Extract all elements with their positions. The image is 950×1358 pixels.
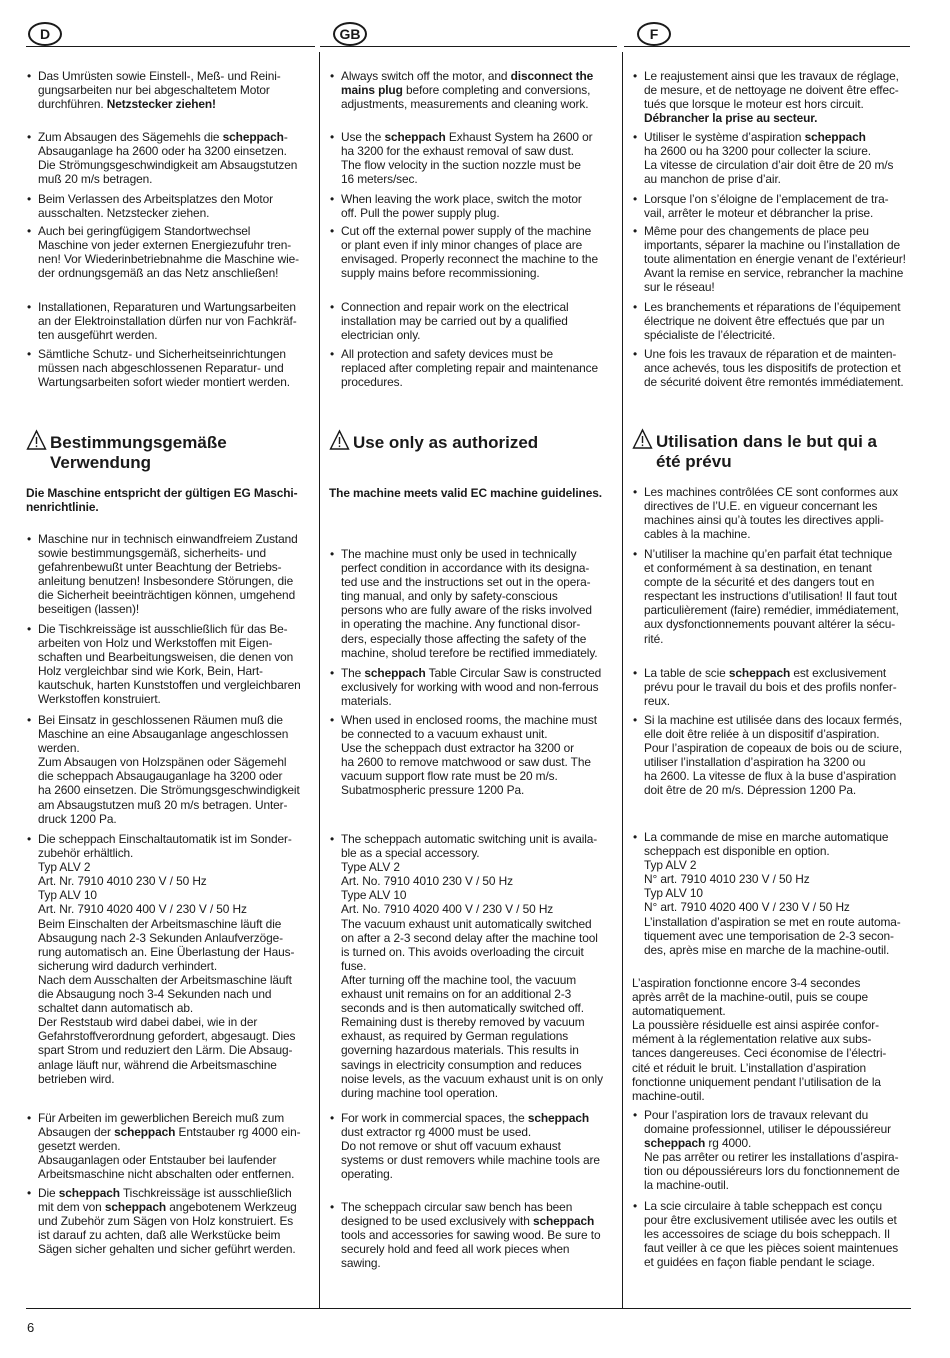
text-line: ance achevés, tous les dispositifs de protection et xyxy=(644,361,901,376)
text-line: ders, especially those affecting the safety of the xyxy=(341,631,587,646)
header-rule-left xyxy=(26,46,315,47)
text-line: supply mains before recommissioning. xyxy=(341,266,540,281)
text-line: Maschine von jeder externen Energiezufuhr tren- xyxy=(38,238,292,253)
text-line: scheppach est disponible en option. xyxy=(644,844,830,859)
text-line: The vacuum exhaust unit automatically switched xyxy=(341,916,592,931)
text-line: fuse. xyxy=(341,958,367,973)
text-line: tools and accessories for sawing wood. Be sure to xyxy=(341,1228,601,1243)
text-line: reux. xyxy=(644,694,670,709)
text-line: • Das Umrüsten sowie Einstell-, Meß- und Reini- xyxy=(26,69,316,83)
text-line: importants, séparer la machine ou l’installation de xyxy=(644,238,900,253)
text-line: Absauganlagen oder Entstauber bei laufender xyxy=(38,1153,277,1168)
bullet-paragraph xyxy=(26,192,316,220)
text-line: ha 2600. La vitesse de flux à la buse d’aspiration xyxy=(644,769,897,784)
text-line: • Pour l’aspiration lors de travaux relevant du xyxy=(632,1108,916,1122)
text-line: • Use the scheppach Exhaust System ha 2600 or xyxy=(329,130,617,144)
text-line: rung automatisch an. Eine Überlastung der Haus- xyxy=(38,944,295,959)
text-line: Débrancher la prise au secteur. xyxy=(644,111,818,126)
text-line: sawing. xyxy=(341,1256,381,1271)
text-line: L’aspiration fonctionne encore 3-4 secondes xyxy=(632,976,861,990)
text-line: electrician only. xyxy=(341,328,421,343)
text-line: Die Maschine entspricht der gültigen EG Maschi- xyxy=(26,486,298,500)
bullet-paragraph xyxy=(329,192,617,220)
text-line: anleitung benutzen! Insbesondere Störungen, die xyxy=(38,574,294,589)
text-line: betrieben wird. xyxy=(38,1071,115,1086)
text-line: securely hold and feed all work pieces when xyxy=(341,1242,570,1257)
text-line: toute alimentation en énergie venant de l’extérieur! xyxy=(644,252,906,267)
bullet-paragraph xyxy=(26,622,316,707)
text-line: • Bei Einsatz in geschlossenen Räumen muß die xyxy=(26,713,316,727)
text-line: savings in electricity consumption and reduces xyxy=(341,1057,582,1072)
text-line: spart Strom und reduziert den Lärm. Die Absaug- xyxy=(38,1043,293,1058)
heading-line: Bestimmungsgemäße xyxy=(50,433,227,452)
bullet-paragraph xyxy=(329,347,617,389)
bullet-paragraph xyxy=(26,300,316,342)
bullet-paragraph xyxy=(26,1111,316,1181)
text-line: ha 2600 ou ha 3200 pour collecter la sciure. xyxy=(644,144,871,159)
text-line: machine, sholud terefore be rectified immediately. xyxy=(341,645,598,660)
text-line: • Maschine nur in technisch einwandfreiem Zustand xyxy=(26,532,316,546)
text-line: müssen nach abgeschlossenen Reparatur- und xyxy=(38,361,284,376)
text-line: arbeiten von Holz und Werkstoffen mit Eigen- xyxy=(38,636,273,651)
text-line: mains plug before completing and conversions, xyxy=(341,83,591,98)
text-line: • Always switch off the motor, and disconnect the xyxy=(329,69,617,83)
bullet-paragraph xyxy=(632,830,916,957)
text-line: Pour l’aspiration de copeaux de bois ou de sciure, xyxy=(644,741,903,756)
bullet-paragraph xyxy=(632,666,916,708)
text-line: Art. Nr. 7910 4020 400 V / 230 V / 50 Hz xyxy=(38,902,247,917)
text-line: • Si la machine est utilisée dans des locaux fermés, xyxy=(632,713,916,727)
text-line: • Beim Verlassen des Arbeitsplatzes den Motor xyxy=(26,192,316,206)
text-line: • Auch bei geringfügigem Standortwechsel xyxy=(26,224,316,238)
badge-fr: F xyxy=(637,22,671,46)
text-line: vacuum support flow rate must be 20 m/s. xyxy=(341,769,558,784)
text-line: ha 3200 for the exhaust removal of saw dust. xyxy=(341,144,574,159)
text-line: domaine professionnel, utiliser le dépoussiéreur xyxy=(644,1122,892,1137)
text-line: kautschuk, harten Kunststoffen und vergleichbaren xyxy=(38,678,301,693)
text-line: Avant la remise en service, rebrancher la machine xyxy=(644,266,904,281)
text-line: envisaged. Properly reconnect the machine to the xyxy=(341,252,598,267)
text-line: • Une fois les travaux de réparation et de mainten- xyxy=(632,347,916,361)
text-line: La poussière résiduelle est ainsi aspirée confor- xyxy=(632,1018,879,1033)
text-line: After turning off the machine tool, the vacuum xyxy=(341,972,577,987)
bullet-paragraph xyxy=(329,1111,617,1181)
text-line: Typ ALV 10 xyxy=(38,888,97,903)
text-line: und Zubehör zum Sägen von Holz konstruiert. Es xyxy=(38,1214,294,1229)
page-number: 6 xyxy=(27,1320,35,1335)
text-line: • When leaving the work place, switch the motor xyxy=(329,192,617,206)
text-line: particulièrement (faire) remédier, immédiatement, xyxy=(644,603,899,618)
text-line: off. Pull the power supply plug. xyxy=(341,206,500,221)
text-line: gungsarbeiten nur bei abgeschaltetem Motor xyxy=(38,83,270,98)
text-line: Holz vergleichbar sind wie Kork, Bein, Hart- xyxy=(38,664,263,679)
bullet-paragraph xyxy=(632,1199,916,1269)
text-line: Nach dem Ausschalten der Arbeitsmaschine läuft xyxy=(38,972,292,987)
text-line: perfect condition in accordance with its designa- xyxy=(341,561,590,576)
text-line: Zum Absaugen von Holzspänen oder Sägemehl xyxy=(38,755,287,770)
text-line: La vitesse de circulation d’air doit être de 20 m/s xyxy=(644,158,894,173)
text-line: exhaust unit remains on for an additional 2-3 xyxy=(341,987,572,1002)
text-line: et guidées en façon fiable pendant le sciage. xyxy=(644,1255,875,1270)
text-line: respectant les instructions d’utilisation! Il faut tout xyxy=(644,589,897,604)
text-line: • The machine must only be used in technically xyxy=(329,547,617,561)
text-line: • N’utiliser la machine qu’en parfait état technique xyxy=(632,547,916,561)
text-line: Absaugung nach 2-3 Sekunden Anlaufverzöge- xyxy=(38,930,284,945)
text-line: ausschalten. Netzstecker ziehen. xyxy=(38,206,210,221)
text-line: Remaining dust is thereby removed by vacuum xyxy=(341,1015,585,1030)
text-line: am Absaugstutzen muß 20 m/s betragen. Unter- xyxy=(38,797,288,812)
text-line: Typ ALV 2 xyxy=(644,858,697,873)
text-line: in operating the machine. Any functional disor- xyxy=(341,617,581,632)
text-line: tances dangereuses. Ceci économise de l’électri- xyxy=(632,1046,887,1061)
text-line: après arrêt de la machine-outil, puis se coupe xyxy=(632,990,868,1005)
text-line: de mesure, et de nettoyage ne doivent être effec- xyxy=(644,83,899,98)
text-line: pour être exclusivement utilisée avec les outils et xyxy=(644,1213,897,1228)
text-line: • Même pour des changements de place peu xyxy=(632,224,916,238)
text-line: ist darauf zu achten, daß alle Werkstücke beim xyxy=(38,1228,281,1243)
text-line: Maschine an eine Absauganlage angeschlossen xyxy=(38,727,289,742)
text-line: governing hazardous materials. This results in xyxy=(341,1043,579,1058)
text-line: • Sämtliche Schutz- und Sicherheitseinrichtungen xyxy=(26,347,316,361)
text-line: systems or dust removers while machine tools are xyxy=(341,1153,600,1168)
text-line: Gefahrstoffverordnung gefordert, abgesaugt. Dies xyxy=(38,1029,296,1044)
heading-line: été prévu xyxy=(656,452,732,471)
bullet-paragraph xyxy=(329,130,617,186)
text-line: die scheppach Absaugauganlage ha 3200 oder xyxy=(38,769,283,784)
text-line: tion ou dépoussiéreurs lors du fonctionnement de xyxy=(644,1164,900,1179)
text-line: persons who are fully aware of the risks involved xyxy=(341,603,592,618)
bullet-paragraph xyxy=(26,130,316,186)
heading-line: Use only as authorized xyxy=(353,433,539,452)
text-line: • Connection and repair work on the electrical xyxy=(329,300,617,314)
text-line: • La table de scie scheppach est exclusivement xyxy=(632,666,916,680)
text-line: Die Strömungsgeschwindigkeit am Absaugstutzen xyxy=(38,158,298,173)
text-line: • Für Arbeiten im gewerblichen Bereich muß zum xyxy=(26,1111,316,1125)
text-line: Use the scheppach dust extractor ha 3200 or xyxy=(341,741,574,756)
text-line: cité et réduit le bruit. L’installation d’aspiration xyxy=(632,1060,867,1075)
text-line: Type ALV 2 xyxy=(341,860,400,875)
text-line: The flow velocity in the suction nozzle must be xyxy=(341,158,581,173)
text-line: Werkstoffen konstruiert. xyxy=(38,692,161,707)
text-line: • Les branchements et réparations de l’équipement xyxy=(632,300,916,314)
text-line: fonctionne uniquement pendant l’utilisation de la xyxy=(632,1074,881,1089)
text-line: replaced after completing repair and maintenance xyxy=(341,361,598,376)
bullet-paragraph xyxy=(329,300,617,342)
text-line: de sécurité doivent être remontés immédiatement. xyxy=(644,375,904,390)
paragraph xyxy=(26,486,316,514)
text-line: werden. xyxy=(38,741,80,756)
text-line: • Die scheppach Einschaltautomatik ist im Sonder- xyxy=(26,832,316,846)
badge-gb: GB xyxy=(333,22,367,46)
bullet-paragraph xyxy=(632,1108,916,1193)
section-heading xyxy=(26,433,227,473)
bullet-paragraph xyxy=(632,713,916,798)
bullet-paragraph xyxy=(26,69,316,111)
text-line: prévu pour le travail du bois et des profils nonfer- xyxy=(644,680,897,695)
text-line: ted use and the instructions set out in the opera- xyxy=(341,575,591,590)
text-line: • The scheppach automatic switching unit is availa- xyxy=(329,832,617,846)
text-line: dust extractor rg 4000 must be used. xyxy=(341,1125,532,1140)
text-line: tiquement avec une temporisation de 2-3 secon- xyxy=(644,928,894,943)
paragraph xyxy=(329,486,617,500)
text-line: • Utiliser le système d’aspiration scheppach xyxy=(632,130,916,144)
text-line: • Die Tischkreissäge ist ausschließlich für das Be- xyxy=(26,622,316,636)
bullet-paragraph xyxy=(26,1186,316,1256)
text-line: mément à la réglementation relative aux subs- xyxy=(632,1032,872,1047)
header-rule-middle xyxy=(320,46,617,47)
text-line: doit être de 20 m/s. Dépression 1200 Pa. xyxy=(644,783,857,798)
section-heading xyxy=(329,433,538,453)
bullet-paragraph xyxy=(632,347,916,389)
text-line: Art. No. 7910 4020 400 V / 230 V / 50 Hz xyxy=(341,902,554,917)
text-line: is turned on. This avoids overloading the circuit xyxy=(341,944,584,959)
text-line: The machine meets valid EC machine guidelines. xyxy=(329,486,602,500)
text-line: sicherung wird dadurch verhindert. xyxy=(38,958,218,973)
badge-de: D xyxy=(28,22,62,46)
text-line: zubehör erhältlich. xyxy=(38,846,134,861)
text-line: directives de l’U.E. en vigueur concernant les xyxy=(644,499,878,514)
text-line: • Lorsque l’on s’éloigne de l’emplacement de tra- xyxy=(632,192,916,206)
text-line: • The scheppach circular saw bench has been xyxy=(329,1200,617,1214)
text-line: ten ausgeführt werden. xyxy=(38,328,158,343)
text-line: Subatmospheric pressure 1200 Pa. xyxy=(341,783,525,798)
text-line: • La scie circulaire à table scheppach est conçu xyxy=(632,1199,916,1213)
text-line: • Le reajustement ainsi que les travaux de réglage, xyxy=(632,69,916,83)
text-line: tués que lorsque le moteur est hors circuit. xyxy=(644,97,864,112)
text-line: ble as a special accessory. xyxy=(341,846,480,861)
text-line: Wartungsarbeiten sofort wieder montiert werden. xyxy=(38,375,290,390)
text-line: scheppach rg 4000. xyxy=(644,1136,752,1151)
bullet-paragraph xyxy=(632,69,916,125)
bullet-paragraph xyxy=(632,485,916,541)
text-line: designed to be used exclusively with scheppach xyxy=(341,1214,595,1229)
text-line: aux dysfonctionnements pouvant altérer la sécu- xyxy=(644,617,896,632)
text-line: anlage läuft nur, während die Arbeitsmaschine xyxy=(38,1057,277,1072)
text-line: procedures. xyxy=(341,375,403,390)
text-line: be connected to a vacuum exhaust unit. xyxy=(341,727,548,742)
text-line: nen! Vor Wiederinbetriebnahme die Maschine wie- xyxy=(38,252,299,267)
bullet-paragraph xyxy=(26,347,316,389)
text-line: les accessoires de sciage du bois scheppach. Il xyxy=(644,1227,890,1242)
text-line: • When used in enclosed rooms, the machine must xyxy=(329,713,617,727)
warning-triangle-icon xyxy=(26,429,47,451)
text-line: la machine-outil. xyxy=(644,1178,729,1193)
text-line: Art. Nr. 7910 4010 230 V / 50 Hz xyxy=(38,874,207,889)
text-line: • The scheppach Table Circular Saw is constructed xyxy=(329,666,617,680)
text-line: Typ ALV 10 xyxy=(644,886,703,901)
text-line: et conformément à sa destination, en tenant xyxy=(644,561,872,576)
text-line: Art. No. 7910 4010 230 V / 50 Hz xyxy=(341,874,513,889)
text-line: des, après mise en marche de la machine-outil. xyxy=(644,942,890,957)
text-line: vail, arrêter le moteur et débrancher la prise. xyxy=(644,206,874,221)
text-line: on after a 2-3 second delay after the machine tool xyxy=(341,930,598,945)
text-line: automatiquement. xyxy=(632,1004,726,1019)
bullet-paragraph xyxy=(26,832,316,1086)
bullet-paragraph xyxy=(329,713,617,798)
text-line: schaltet dann automatisch ab. xyxy=(38,1001,194,1016)
text-line: faut veiller à ce que les pièces soient maintenues xyxy=(644,1241,899,1256)
bullet-paragraph xyxy=(632,224,916,294)
text-line: operating. xyxy=(341,1167,393,1182)
text-line: der ordnungsgemäß an das Netz anschließen! xyxy=(38,266,279,281)
bullet-paragraph xyxy=(632,192,916,220)
section-heading xyxy=(632,432,877,472)
bullet-paragraph xyxy=(26,713,316,826)
warning-triangle-icon xyxy=(329,429,350,451)
text-line: exhaust, as required by German regulations xyxy=(341,1029,569,1044)
column-divider-2 xyxy=(622,52,623,1308)
heading-line: Utilisation dans le but qui a xyxy=(656,432,878,451)
text-line: électrique ne doivent être effectués que par un xyxy=(644,314,885,329)
column-divider-1 xyxy=(319,52,320,1308)
bullet-paragraph xyxy=(329,224,617,280)
text-line: exclusively for working with wood and non-ferrous xyxy=(341,680,599,695)
bullet-paragraph xyxy=(26,532,316,617)
bullet-paragraph xyxy=(26,224,316,280)
text-line: machine-outil. xyxy=(632,1088,705,1103)
text-line: cables à la machine. xyxy=(644,527,751,542)
bullet-paragraph xyxy=(329,547,617,660)
text-line: elle doit être reliée à un dispositif d’aspiration. xyxy=(644,727,880,742)
text-line: die Sicherheit beeinträchtigen können, umgehend xyxy=(38,588,296,603)
text-line: ting manual, and only by safety-conscious xyxy=(341,589,558,604)
text-line: • La commande de mise en marche automatique xyxy=(632,830,916,844)
text-line: mit dem von scheppach angebotenem Werkzeug xyxy=(38,1200,297,1215)
text-line: 16 meters/sec. xyxy=(341,172,418,187)
text-line: sur le réseau! xyxy=(644,280,715,295)
text-line: • Les machines contrôlées CE sont conformes aux xyxy=(632,485,916,499)
text-line: druck 1200 Pa. xyxy=(38,811,117,826)
text-line: sowie bestimmungsgemäß, sicherheits- und xyxy=(38,546,266,561)
text-line: Do not remove or shut off vacuum exhaust xyxy=(341,1139,561,1154)
text-line: seconds and is then automatically switched off. xyxy=(341,1001,584,1016)
text-line: • Zum Absaugen des Sägemehls die scheppach- xyxy=(26,130,316,144)
text-line: Absauganlage ha 2600 oder ha 3200 einsetzen. xyxy=(38,144,287,159)
text-line: Der Reststaub wird dabei dabei, wie in der xyxy=(38,1015,258,1030)
text-line: ha 2600 to remove matchwood or saw dust. The xyxy=(341,755,591,770)
text-line: N° art. 7910 4020 400 V / 230 V / 50 Hz xyxy=(644,900,850,915)
bullet-paragraph xyxy=(329,1200,617,1270)
text-line: muß 20 m/s betragen. xyxy=(38,172,153,187)
text-line: utiliser l’installation d’aspiration ha 3200 ou xyxy=(644,755,866,770)
bullet-paragraph xyxy=(329,666,617,708)
text-line: • For work in commercial spaces, the scheppach xyxy=(329,1111,617,1125)
text-line: • All protection and safety devices must be xyxy=(329,347,617,361)
bullet-paragraph xyxy=(329,832,617,1100)
text-line: gesetzt werden. xyxy=(38,1139,121,1154)
text-line: • Installationen, Reparaturen und Wartungsarbeiten xyxy=(26,300,316,314)
text-line: installation may be carried out by a qualified xyxy=(341,314,568,329)
footer-rule xyxy=(26,1308,911,1309)
text-line: Ne pas arrêter ou retirer les installations d’aspira- xyxy=(644,1150,899,1165)
text-line: adjustments, measurements and cleaning work. xyxy=(341,97,589,112)
text-line: noise levels, as the vacuum exhaust unit is on only xyxy=(341,1071,603,1086)
text-line: Sägen sicher gehalten und sicher geführt werden. xyxy=(38,1242,296,1257)
text-line: schaften und Bearbeitungsweisen, die denen von xyxy=(38,650,294,665)
text-line: ha 2600 einsetzen. Die Strömungsgeschwindigkeit xyxy=(38,783,300,798)
text-line: Absaugen der scheppach Entstauber rg 4000 ein- xyxy=(38,1125,301,1140)
text-line: Typ ALV 2 xyxy=(38,860,91,875)
text-line: • Cut off the external power supply of the machine xyxy=(329,224,617,238)
text-line: N° art. 7910 4010 230 V / 50 Hz xyxy=(644,872,810,887)
bullet-paragraph xyxy=(632,130,916,186)
bullet-paragraph xyxy=(329,69,617,111)
header-rule-right xyxy=(624,46,910,47)
text-line: durchführen. Netzstecker ziehen! xyxy=(38,97,216,112)
text-line: materials. xyxy=(341,694,392,709)
text-line: nenrichtlinie. xyxy=(26,500,99,515)
text-line: machines ainsi qu’à toutes les directives appli- xyxy=(644,513,884,528)
heading-line: Verwendung xyxy=(50,453,152,472)
text-line: gefahrenbewußt unter Beachtung der Betriebs- xyxy=(38,560,282,575)
text-line: Arbeitsmaschine nicht abschalten oder entfernen. xyxy=(38,1167,295,1182)
paragraph xyxy=(632,976,916,1103)
text-line: L’installation d’aspiration se met en route automa- xyxy=(644,914,901,929)
text-line: rité. xyxy=(644,631,664,646)
text-line: au manchon de prise d’air. xyxy=(644,172,781,187)
bullet-paragraph xyxy=(632,547,916,646)
warning-triangle-icon xyxy=(632,428,653,450)
text-line: Type ALV 10 xyxy=(341,888,407,903)
text-line: during machine tool operation. xyxy=(341,1085,498,1100)
text-line: beseitigen (lassen)! xyxy=(38,602,140,617)
text-line: Beim Einschalten der Arbeitsmaschine läuft die xyxy=(38,916,282,931)
text-line: • Die scheppach Tischkreissäge ist ausschließlich xyxy=(26,1186,316,1200)
text-line: or plant even if inly minor changes of place are xyxy=(341,238,583,253)
text-line: spécialiste de l’électricité. xyxy=(644,328,776,343)
text-line: an der Elektroinstallation dürfen nur von Fachkräf- xyxy=(38,314,297,329)
text-line: die Absaugung noch 3-4 Sekunden nach und xyxy=(38,987,272,1002)
bullet-paragraph xyxy=(632,300,916,342)
text-line: compte de la sécurité et des dangers tout en xyxy=(644,575,875,590)
